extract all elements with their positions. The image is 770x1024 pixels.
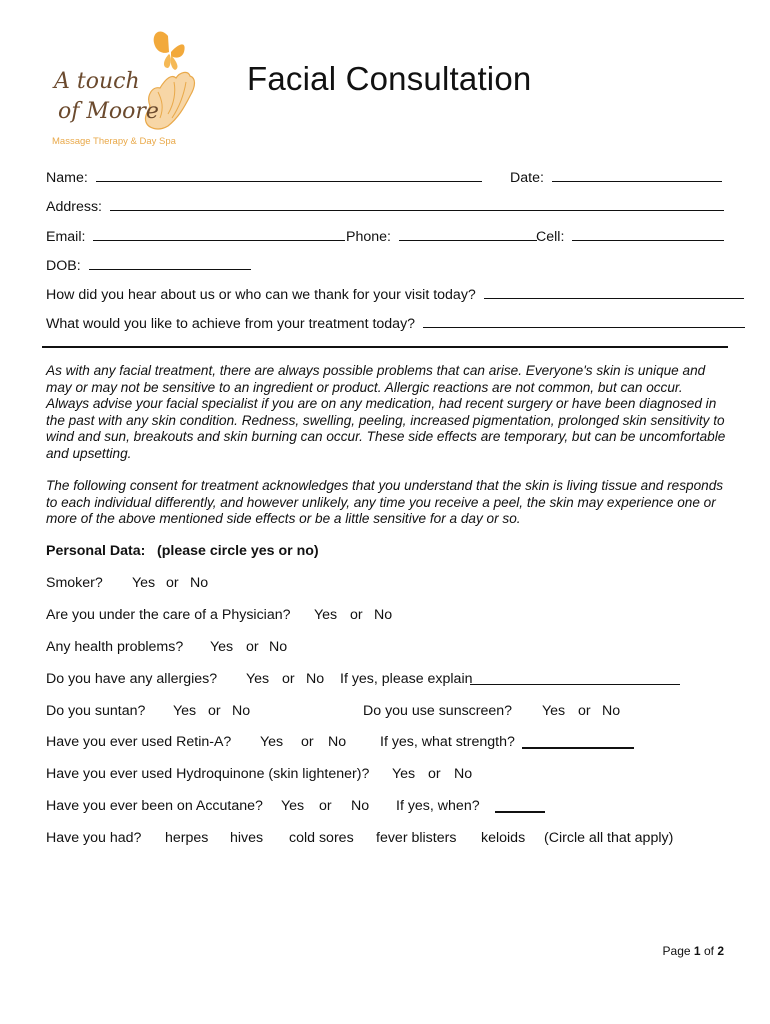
address-row bbox=[46, 197, 724, 215]
physician-no[interactable]: No bbox=[374, 607, 393, 623]
allergies-or: or bbox=[282, 671, 295, 687]
hydroquinone-or: or bbox=[428, 766, 441, 782]
allergies-explain-label: If yes, please explain bbox=[340, 671, 473, 687]
condition-cold-sores[interactable]: cold sores bbox=[289, 830, 354, 846]
retin-a-strength-label: If yes, what strength? bbox=[380, 734, 515, 750]
physician-yes[interactable]: Yes bbox=[314, 607, 338, 623]
page-indicator bbox=[663, 944, 724, 958]
retin-a-strength-field[interactable] bbox=[522, 734, 634, 749]
accutane-when-field[interactable] bbox=[495, 798, 545, 813]
retin-a-or: or bbox=[301, 734, 314, 750]
health-label: Any health problems? bbox=[46, 639, 184, 655]
dob-row bbox=[46, 256, 251, 274]
butterfly-hand-logo-icon bbox=[50, 26, 210, 151]
cell-row bbox=[536, 227, 724, 245]
accutane-when-label: If yes, when? bbox=[396, 798, 480, 814]
suntan-no[interactable]: No bbox=[232, 703, 251, 719]
email-row bbox=[46, 227, 345, 245]
personal-data-title: Personal Data: bbox=[46, 543, 146, 559]
smoker-yes[interactable]: Yes bbox=[132, 575, 156, 591]
dob-label: DOB: bbox=[46, 258, 81, 274]
hydroquinone-yes[interactable]: Yes bbox=[392, 766, 416, 782]
section-divider bbox=[42, 346, 728, 348]
accutane-label: Have you ever been on Accutane? bbox=[46, 798, 263, 814]
phone-label: Phone: bbox=[346, 229, 391, 245]
smoker-label: Smoker? bbox=[46, 575, 103, 591]
svg-text:A touch: A touch bbox=[54, 69, 140, 94]
retin-a-no[interactable]: No bbox=[328, 734, 347, 750]
suntan-or: or bbox=[208, 703, 221, 719]
name-field[interactable] bbox=[96, 168, 482, 182]
hear-about-row bbox=[46, 285, 744, 303]
of-word: of bbox=[703, 944, 714, 958]
sunscreen-label: Do you use sunscreen? bbox=[363, 703, 513, 719]
phone-field[interactable] bbox=[399, 227, 537, 241]
achieve-label: What would you like to achieve from your treatment today? bbox=[46, 316, 416, 332]
disclaimer-paragraph-2: The following consent for treatment acknowledges that you understand that the skin is living tissue and responds to each individual differently, and however unlikely, any time you receive a peel, the skin may experience one or more of the above mentioned side effects or be a little sensitive for a day or so. bbox=[46, 478, 724, 527]
physician-label: Are you under the care of a Physician? bbox=[46, 607, 291, 623]
allergies-yes[interactable]: Yes bbox=[246, 671, 270, 687]
address-field[interactable] bbox=[110, 197, 724, 211]
hear-about-label: How did you hear about us or who can we thank for your visit today? bbox=[46, 287, 476, 303]
disclaimer-paragraph-1: As with any facial treatment, there are always possible problems that can arise. Everyone's skin is unique and may or may not be sensitive to an ingredient or product. Allergic reactions are not common, but can occur. Always advise your facial specialist if you are on any medication, had recent surgery or have been diagnosed in the past with any skin condition. Redness, swelling, peeling, increased pigmentation, prolonged skin sensitivity to wind and sun, breakouts and skin burning can occur. These side effects are temporary, but can be uncomfortable and upsetting. bbox=[46, 363, 726, 461]
accutane-no[interactable]: No bbox=[351, 798, 370, 814]
condition-hives[interactable]: hives bbox=[230, 830, 264, 846]
page-total: 2 bbox=[717, 944, 724, 958]
suntan-label: Do you suntan? bbox=[46, 703, 146, 719]
allergies-label: Do you have any allergies? bbox=[46, 671, 218, 687]
circle-all-note: (Circle all that apply) bbox=[544, 830, 674, 846]
cell-label: Cell: bbox=[536, 229, 565, 245]
condition-herpes[interactable]: herpes bbox=[165, 830, 209, 846]
form-title: Facial Consultation bbox=[247, 60, 532, 97]
smoker-or: or bbox=[166, 575, 179, 591]
spa-logo bbox=[50, 26, 210, 151]
email-label: Email: bbox=[46, 229, 86, 245]
hydroquinone-no[interactable]: No bbox=[454, 766, 473, 782]
page-word: Page bbox=[662, 944, 691, 958]
svg-text:Massage Therapy & Day Spa: Massage Therapy & Day Spa bbox=[52, 136, 176, 147]
physician-or: or bbox=[350, 607, 363, 623]
hydroquinone-label: Have you ever used Hydroquinone (skin lightener)? bbox=[46, 766, 370, 782]
sunscreen-yes[interactable]: Yes bbox=[542, 703, 566, 719]
sunscreen-or: or bbox=[578, 703, 591, 719]
condition-keloids[interactable]: keloids bbox=[481, 830, 526, 846]
address-label: Address: bbox=[46, 199, 102, 215]
retin-a-label: Have you ever used Retin-A? bbox=[46, 734, 232, 750]
date-label: Date: bbox=[510, 170, 544, 186]
svg-text:of Moore: of Moore bbox=[58, 99, 159, 124]
smoker-no[interactable]: No bbox=[190, 575, 209, 591]
date-row bbox=[510, 168, 722, 186]
date-field[interactable] bbox=[552, 168, 722, 182]
allergies-explain-field[interactable] bbox=[470, 671, 680, 685]
dob-field[interactable] bbox=[89, 256, 251, 270]
page-number: 1 bbox=[693, 944, 701, 958]
health-no[interactable]: No bbox=[269, 639, 288, 655]
sunscreen-no[interactable]: No bbox=[602, 703, 621, 719]
health-yes[interactable]: Yes bbox=[210, 639, 234, 655]
suntan-yes[interactable]: Yes bbox=[173, 703, 197, 719]
condition-fever-blisters[interactable]: fever blisters bbox=[376, 830, 457, 846]
email-field[interactable] bbox=[93, 227, 345, 241]
personal-data-instruction: (please circle yes or no) bbox=[157, 543, 319, 559]
accutane-yes[interactable]: Yes bbox=[281, 798, 305, 814]
cell-field[interactable] bbox=[572, 227, 724, 241]
hear-about-field[interactable] bbox=[484, 285, 744, 299]
allergies-no[interactable]: No bbox=[306, 671, 325, 687]
name-label: Name: bbox=[46, 170, 88, 186]
accutane-or: or bbox=[319, 798, 332, 814]
health-or: or bbox=[246, 639, 259, 655]
name-row bbox=[46, 168, 482, 186]
phone-row bbox=[346, 227, 537, 245]
achieve-field[interactable] bbox=[423, 314, 745, 328]
achieve-row bbox=[46, 314, 745, 332]
retin-a-yes[interactable]: Yes bbox=[260, 734, 284, 750]
have-you-had-label: Have you had? bbox=[46, 830, 142, 846]
